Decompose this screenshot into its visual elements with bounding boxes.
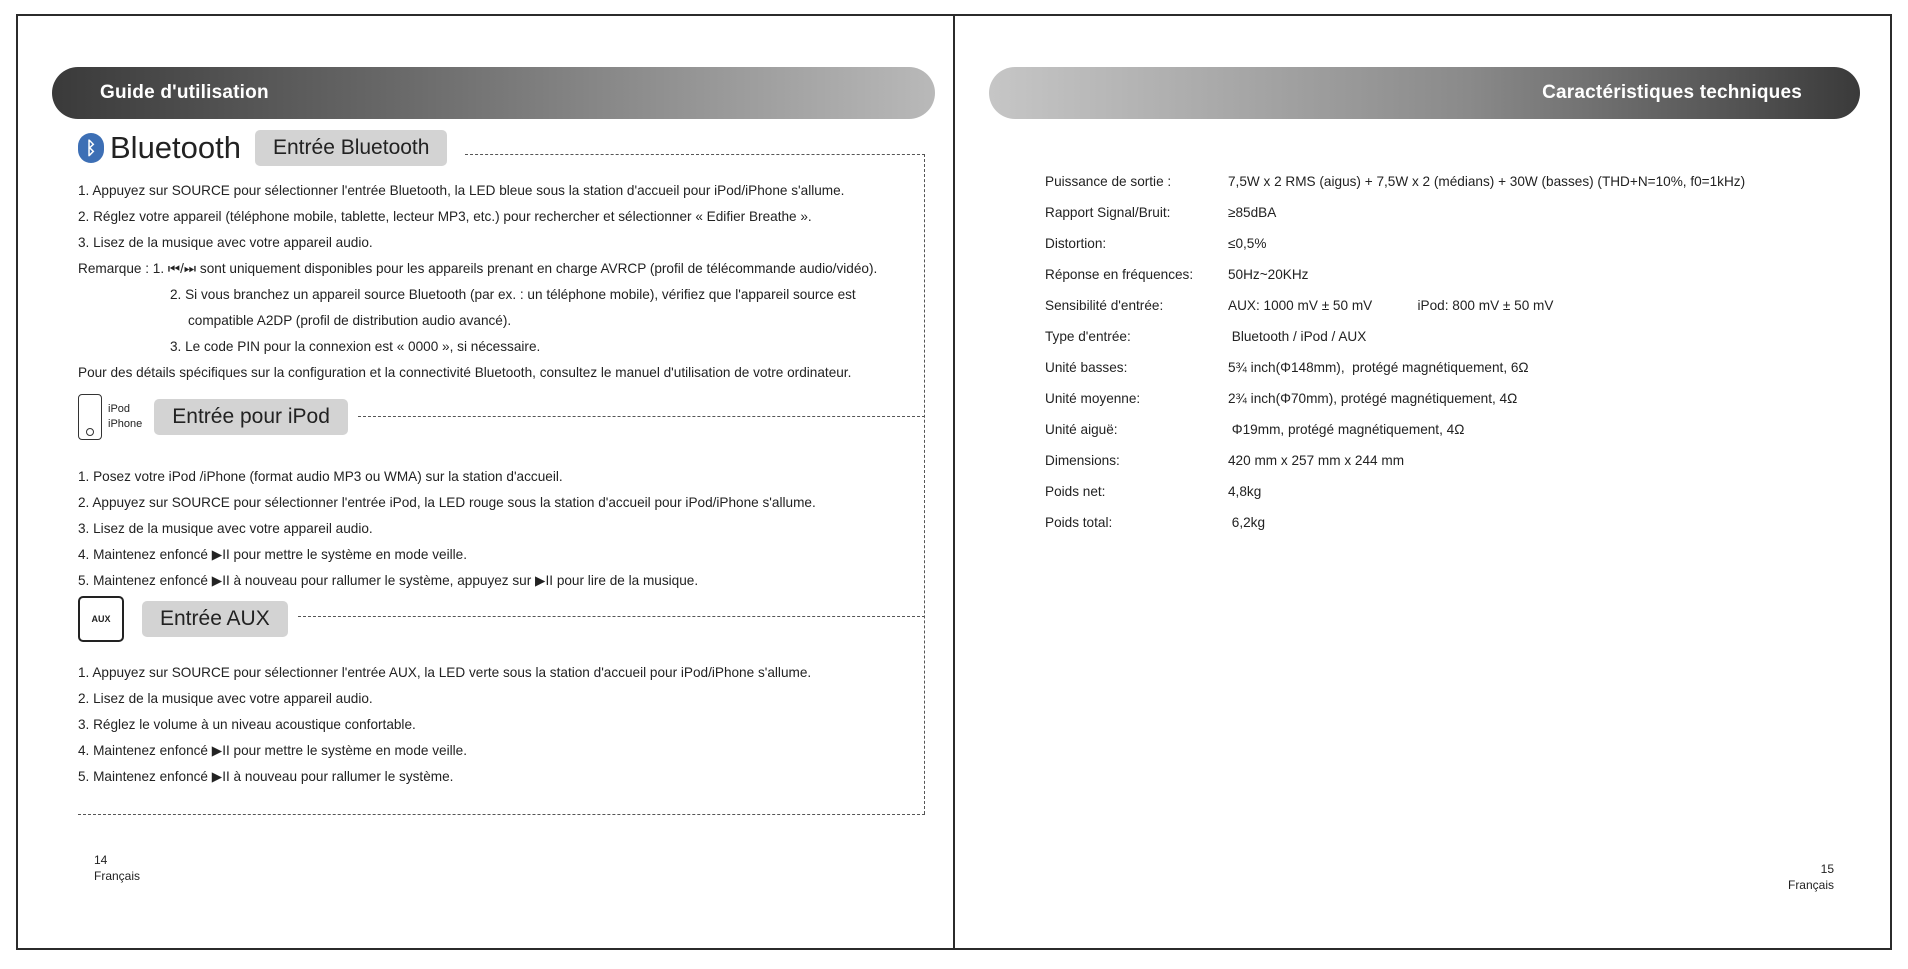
bluetooth-logo [78,130,241,166]
left-page-banner [52,67,935,119]
page-language: Français [94,869,141,883]
content-box-border [924,154,925,814]
ipod-icon-label [108,402,142,432]
ipod-label-line: iPod [108,403,131,415]
instruction-line: 3. Lisez de la musique avec votre appareil audio. [78,521,373,536]
instruction-line: 4. Maintenez enfoncé ▶II pour mettre le système en mode veille. [78,547,468,562]
divider [358,416,925,417]
spec-value: Bluetooth / iPod / AUX [1228,329,1367,344]
spec-value: 5¾ inch(Φ148mm), protégé magnétiquement, 6Ω [1228,360,1529,375]
aux-icon: AUX [78,596,124,642]
instruction-line: Pour des détails spécifiques sur la configuration et la connectivité Bluetooth, consultez le manuel d'utilisation de votre ordinateur. [78,365,852,380]
bluetooth-icon: ᛒ [78,133,104,163]
spec-value: 6,2kg [1228,515,1266,530]
spec-value: 50Hz~20KHz [1228,267,1309,282]
spec-label: Puissance de sortie : [1045,174,1172,189]
instruction-line: 1. Posez votre iPod /iPhone (format audio MP3 ou WMA) sur la station d'accueil. [78,469,563,484]
spec-value: 4,8kg [1228,484,1262,499]
instruction-line: 2. Lisez de la musique avec votre appareil audio. [78,691,373,706]
ipod-icon [78,394,102,440]
spec-label: Poids total: [1045,515,1113,530]
spec-value: 420 mm x 257 mm x 244 mm [1228,453,1405,468]
instruction-line: 3. Lisez de la musique avec votre appareil audio. [78,235,373,250]
instruction-line: 5. Maintenez enfoncé ▶II à nouveau pour rallumer le système. [78,769,454,784]
spec-label: Sensibilité d'entrée: [1045,298,1164,313]
spec-label: Type d'entrée: [1045,329,1131,344]
instruction-line: Remarque : 1. ⏮/⏭ sont uniquement disponibles pour les appareils prenant en charge AVRCP (profil de télécommande audio/vidéo). [78,261,878,276]
spec-value: 2¾ inch(Φ70mm), protégé magnétiquement, 4Ω [1228,391,1518,406]
spec-table [1045,174,1845,574]
instruction-line: 4. Maintenez enfoncé ▶II pour mettre le système en mode veille. [78,743,468,758]
bluetooth-section-header [78,130,447,166]
bluetooth-instructions [78,178,877,386]
spec-label: Poids net: [1045,484,1106,499]
spec-value: 7,5W x 2 RMS (aigus) + 7,5W x 2 (médians) + 30W (basses) (THD+N=10%, f0=1kHz) [1228,174,1746,189]
ipod-section-title: Entrée pour iPod [154,399,348,435]
page-language: Français [1787,878,1834,892]
spec-label: Dimensions: [1045,453,1120,468]
instruction-line: 5. Maintenez enfoncé ▶II à nouveau pour rallumer le système, appuyez sur ▶II pour lire de la musique. [78,573,699,588]
iphone-label-line: iPhone [108,418,143,430]
right-page [953,14,1892,950]
banner-title: Guide d'utilisation [100,82,269,103]
right-page-banner [989,67,1860,119]
instruction-line: 3. Réglez le volume à un niveau acoustique confortable. [78,717,416,732]
instruction-line: 2. Si vous branchez un appareil source Bluetooth (par ex. : un téléphone mobile), vérifiez que l'appareil source est [170,287,856,302]
aux-section-header [78,596,288,642]
spec-value: ≥85dBA [1228,205,1277,220]
spec-label: Rapport Signal/Bruit: [1045,205,1171,220]
instruction-line: compatible A2DP (profil de distribution audio avancé). [188,313,512,328]
divider [298,616,925,617]
divider [465,154,925,155]
left-page [16,14,955,950]
spec-label: Unité basses: [1045,360,1128,375]
instruction-line: 3. Le code PIN pour la connexion est « 0000 », si nécessaire. [170,339,541,354]
content-box-border [78,814,925,815]
spec-value: AUX: 1000 mV ± 50 mV iPod: 800 mV ± 50 mV [1228,298,1554,313]
instruction-line: 1. Appuyez sur SOURCE pour sélectionner l'entrée Bluetooth, la LED bleue sous la station d'accueil pour iPod/iPhone s'allume. [78,183,845,198]
page-footer [1788,861,1834,893]
instruction-line: 2. Réglez votre appareil (téléphone mobile, tablette, lecteur MP3, etc.) pour rechercher et sélectionner « Edifier Breathe ». [78,209,812,224]
bluetooth-logo-text: Bluetooth [110,130,241,165]
spec-label: Réponse en fréquences: [1045,267,1194,282]
spec-label: Distortion: [1045,236,1107,251]
ipod-instructions [78,464,816,594]
instruction-line: 1. Appuyez sur SOURCE pour sélectionner l'entrée AUX, la LED verte sous la station d'accueil pour iPod/iPhone s'allume. [78,665,812,680]
spec-label: Unité aiguë: [1045,422,1118,437]
instruction-line: 2. Appuyez sur SOURCE pour sélectionner l'entrée iPod, la LED rouge sous la station d'accueil pour iPod/iPhone s'allume. [78,495,816,510]
page-number: 14 [94,853,108,867]
spec-value: ≤0,5% [1228,236,1267,251]
page-number: 15 [1820,862,1834,876]
page-footer [94,852,140,884]
aux-instructions [78,660,811,790]
spec-label: Unité moyenne: [1045,391,1141,406]
ipod-section-header [78,394,348,440]
aux-section-title: Entrée AUX [142,601,288,637]
spec-value: Φ19mm, protégé magnétiquement, 4Ω [1228,422,1465,437]
banner-title: Caractéristiques techniques [1542,82,1802,103]
bluetooth-section-title: Entrée Bluetooth [255,130,447,166]
